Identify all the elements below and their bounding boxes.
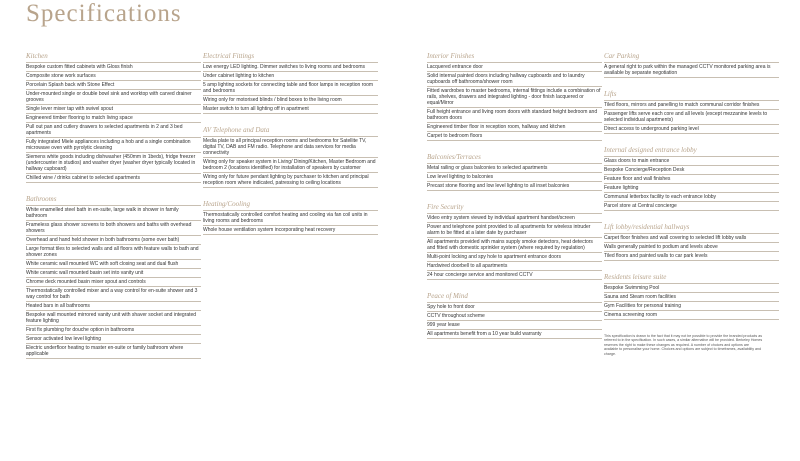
list-item: Direct access to underground parking level — [604, 125, 779, 134]
list-item: Pull out pan and cutlery drawers to selected apartments in 2 and 3 bed apartments — [26, 123, 201, 138]
list-item: Electric underfloor heating to master en-suite or family bathroom where applicable — [26, 344, 201, 359]
list-item: Porcelain Splash back with Stone Effect — [26, 81, 201, 90]
fire-security-list — [427, 213, 602, 280]
list-item: Fully integrated Miele appliances including a hob and a single combination microwave oven with pyrolytic cleaning — [26, 138, 201, 153]
list-item: Carpet to bedroom floors — [427, 132, 602, 141]
list-item: Sauna and Steam room facilities — [604, 293, 779, 302]
section-balconies — [427, 153, 602, 191]
section-kitchen — [26, 52, 201, 183]
list-item: Tiled floors, mirrors and panelling to match communal corridor finishes — [604, 100, 779, 110]
list-item: Passenger lifts serve each core and all levels (except mezzanine levels to selected individual apartments) — [604, 110, 779, 125]
section-entrance-lobby — [604, 146, 779, 211]
list-item: 999 year lease — [427, 321, 602, 330]
disclaimer-note: This specification is drawn to the fact that it may not be possible to provide the branded products as referred to in the specification. In such cases, a similar alternative will be provided. Berkeley Homes reserves the right to make these changes as required. A number of choices and options are available to personalise your home. Choices and options are subject to timeframes, availability and charge. — [604, 334, 763, 356]
page-title: Specifications — [26, 0, 182, 27]
section-leisure-suite — [604, 273, 779, 320]
list-item: Bespoke wall mounted mirrored vanity unit with shaver socket and integrated feature lighting — [26, 311, 201, 326]
section-title: Residents leisure suite — [604, 273, 667, 281]
list-item: Feature lighting — [604, 184, 779, 193]
list-item: Composite stone work surfaces — [26, 72, 201, 81]
section-title: Peace of Mind — [427, 292, 468, 300]
section-title: Interior Finishes — [427, 52, 475, 60]
list-item: Wiring only for speaker system in Living/ Dining/Kitchen, Master Bedroom and bedroom 2 (locations identified) for installation of speakers by customer — [203, 158, 378, 173]
kitchen-list — [26, 62, 201, 183]
list-item: White ceramic wall mounted basin set into vanity unit — [26, 269, 201, 278]
list-item: Thermostatically controlled comfort heating and cooling via fan coil units in living rooms and bedrooms — [203, 210, 378, 226]
list-item: Communal letterbox facility to each entrance lobby — [604, 193, 779, 202]
list-item: Bespoke custom fitted cabinets with Gloss finish — [26, 62, 201, 72]
list-item: Bespoke Swimming Pool — [604, 283, 779, 293]
list-item: All apartments provided with mains supply smoke detectors, heat detectors and fitted with domestic sprinkler system (where required by regulation) — [427, 238, 602, 253]
section-title: Internal designed entrance lobby — [604, 146, 697, 154]
list-item: CCTV throughout scheme — [427, 312, 602, 321]
car-parking-list — [604, 62, 779, 78]
list-item: Gym Facilities for personal training — [604, 302, 779, 311]
list-item: Engineered timber flooring to match living space — [26, 114, 201, 123]
list-item: Siemens white goods including dishwasher (450mm in 1beds), fridge freezer (undercounter in studios) and washer dryer (washer dryer typically located in hallway cupboard) — [26, 153, 201, 174]
section-lifts — [604, 90, 779, 134]
section-title: Lift lobby/residential hallways — [604, 223, 690, 231]
list-item: First fix plumbing for douche option in bathrooms — [26, 326, 201, 335]
list-item: Media plate to all principal reception rooms and bedrooms for Satellite TV, digital TV, DAB and FM radio. Telephone and data services for media connectivity — [203, 136, 378, 158]
column-3 — [427, 52, 602, 339]
list-item: Power and telephone point provided to all apartments for wireless intruder alarm to be fitted at a later date by purchaser — [427, 223, 602, 238]
list-item: Carpet floor finishes and wall covering to selected lift lobby walls — [604, 233, 779, 243]
section-heating — [203, 200, 378, 235]
list-item: 5 amp lighting sockets for connecting table and floor lamps in reception room and bedrooms — [203, 81, 378, 96]
list-item: Sensor activated low level lighting — [26, 335, 201, 344]
list-item: Low energy LED lighting. Dimmer switches to living rooms and bedrooms — [203, 62, 378, 72]
section-av — [203, 126, 378, 188]
section-fire-security — [427, 203, 602, 280]
section-car-parking — [604, 52, 779, 78]
list-item: Spy hole to front door — [427, 302, 602, 312]
column-1 — [26, 52, 201, 359]
section-title: Heating/Cooling — [203, 200, 251, 208]
list-item: Precast stone flooring and low level lighting to all inset balconies — [427, 182, 602, 191]
section-lift-lobby — [604, 223, 779, 261]
list-item: Tiled floors and painted walls to car park levels — [604, 252, 779, 261]
section-title: Balconies/Terraces — [427, 153, 481, 161]
list-item: Video entry system viewed by individual apartment handset/screen — [427, 213, 602, 223]
list-item: 24 hour concierge service and monitored CCTV — [427, 271, 602, 280]
peace-of-mind-list — [427, 302, 602, 339]
bathrooms-list — [26, 205, 201, 359]
list-item: Glass doors to main entrance — [604, 156, 779, 166]
av-list — [203, 136, 378, 188]
list-item: Thermostatically controlled mixer and a way control for en-suite shower and 3 way control for bath — [26, 287, 201, 302]
list-item: Cinema screening room — [604, 311, 779, 320]
list-item: Chilled wine / drinks cabinet to selected apartments — [26, 174, 201, 183]
list-item: Lacquered entrance door — [427, 62, 602, 72]
list-item: Bespoke Concierge/Reception Desk — [604, 166, 779, 175]
list-item: Frameless glass shower screens to both showers and baths with overhead showers — [26, 221, 201, 236]
lifts-list — [604, 100, 779, 134]
list-item: Under-mounted single or double bowl sink and worktop with carved drainer grooves — [26, 90, 201, 105]
list-item: Engineered timber floor in reception room, hallway and kitchen — [427, 123, 602, 132]
list-item: A general right to park within the managed CCTV monitored parking area is available by separate negotiation — [604, 62, 779, 78]
section-title: Kitchen — [26, 52, 48, 60]
list-item: White enamelled steel bath in en-suite, large walk in shower in family bathroom — [26, 205, 201, 221]
balconies-list — [427, 163, 602, 191]
electrical-list — [203, 62, 378, 114]
column-2 — [203, 52, 378, 235]
list-item: Multi-point locking and spy hole to apartment entrance doors — [427, 253, 602, 262]
list-item: Full height entrance and living room doors with standard height bedroom and bathroom doors — [427, 108, 602, 123]
list-item: Large format tiles to selected walls and all floors with feature walls to bath and shower zones — [26, 245, 201, 260]
list-item: Solid internal painted doors including hallway cupboards and to laundry cupboards off bathrooms/shower room — [427, 72, 602, 87]
list-item: Walls generally painted to podium and levels above — [604, 243, 779, 252]
section-title: Electrical Fittings — [203, 52, 255, 60]
list-item: Chrome deck mounted basin mixer spout and controls — [26, 278, 201, 287]
section-electrical — [203, 52, 378, 114]
list-item: Fitted wardrobes to master bedrooms, internal fittings include a combination of rails, shelves, drawers and integrated lighting - door finish lacquered or equal/Mirror — [427, 88, 601, 106]
list-item: Wiring only for future pendant lighting by purchaser to kitchen and principal reception room where indicated, patressing to ceiling locations — [203, 173, 378, 188]
list-item: Low level lighting to balconies — [427, 173, 602, 182]
list-item: Hardwired doorbell to all apartments — [427, 262, 602, 271]
list-item: Master switch to turn all lighting off in apartment — [203, 105, 378, 114]
list-item: Feature floor and wall finishes — [604, 175, 779, 184]
section-title: AV Telephone and Data — [203, 126, 270, 134]
list-item: Wiring only for motorised blinds / blind boxes to the living room — [203, 96, 378, 105]
section-peace-of-mind — [427, 292, 602, 339]
lift-lobby-list — [604, 233, 779, 261]
leisure-suite-list — [604, 283, 779, 320]
list-item: Overhead and hand held shower in both bathrooms (some over bath) — [26, 236, 201, 245]
section-interior — [427, 52, 602, 141]
list-item: All apartments benefit from a 10 year build warranty — [427, 330, 602, 339]
entrance-lobby-list — [604, 156, 779, 211]
list-item: Under cabinet lighting to kitchen — [203, 72, 378, 81]
interior-list — [427, 62, 602, 141]
list-item: Parcel store at Central concierge — [604, 202, 779, 211]
column-4 — [604, 52, 779, 356]
list-item: Single lever mixer tap with swivel spout — [26, 105, 201, 114]
heating-list — [203, 210, 378, 235]
section-title: Car Parking — [604, 52, 640, 60]
list-item: Whole house ventilation system incorporating heat recovery — [203, 226, 378, 235]
section-title: Lifts — [604, 90, 617, 98]
section-title: Fire Security — [427, 203, 464, 211]
list-item: Metal railing or glass balconies to selected apartments — [427, 163, 602, 173]
section-title: Bathrooms — [26, 195, 57, 203]
section-bathrooms — [26, 195, 201, 359]
list-item: White ceramic wall mounted WC with soft closing seat and dual flush — [26, 260, 201, 269]
list-item: Heated bars in all bathrooms — [26, 302, 201, 311]
